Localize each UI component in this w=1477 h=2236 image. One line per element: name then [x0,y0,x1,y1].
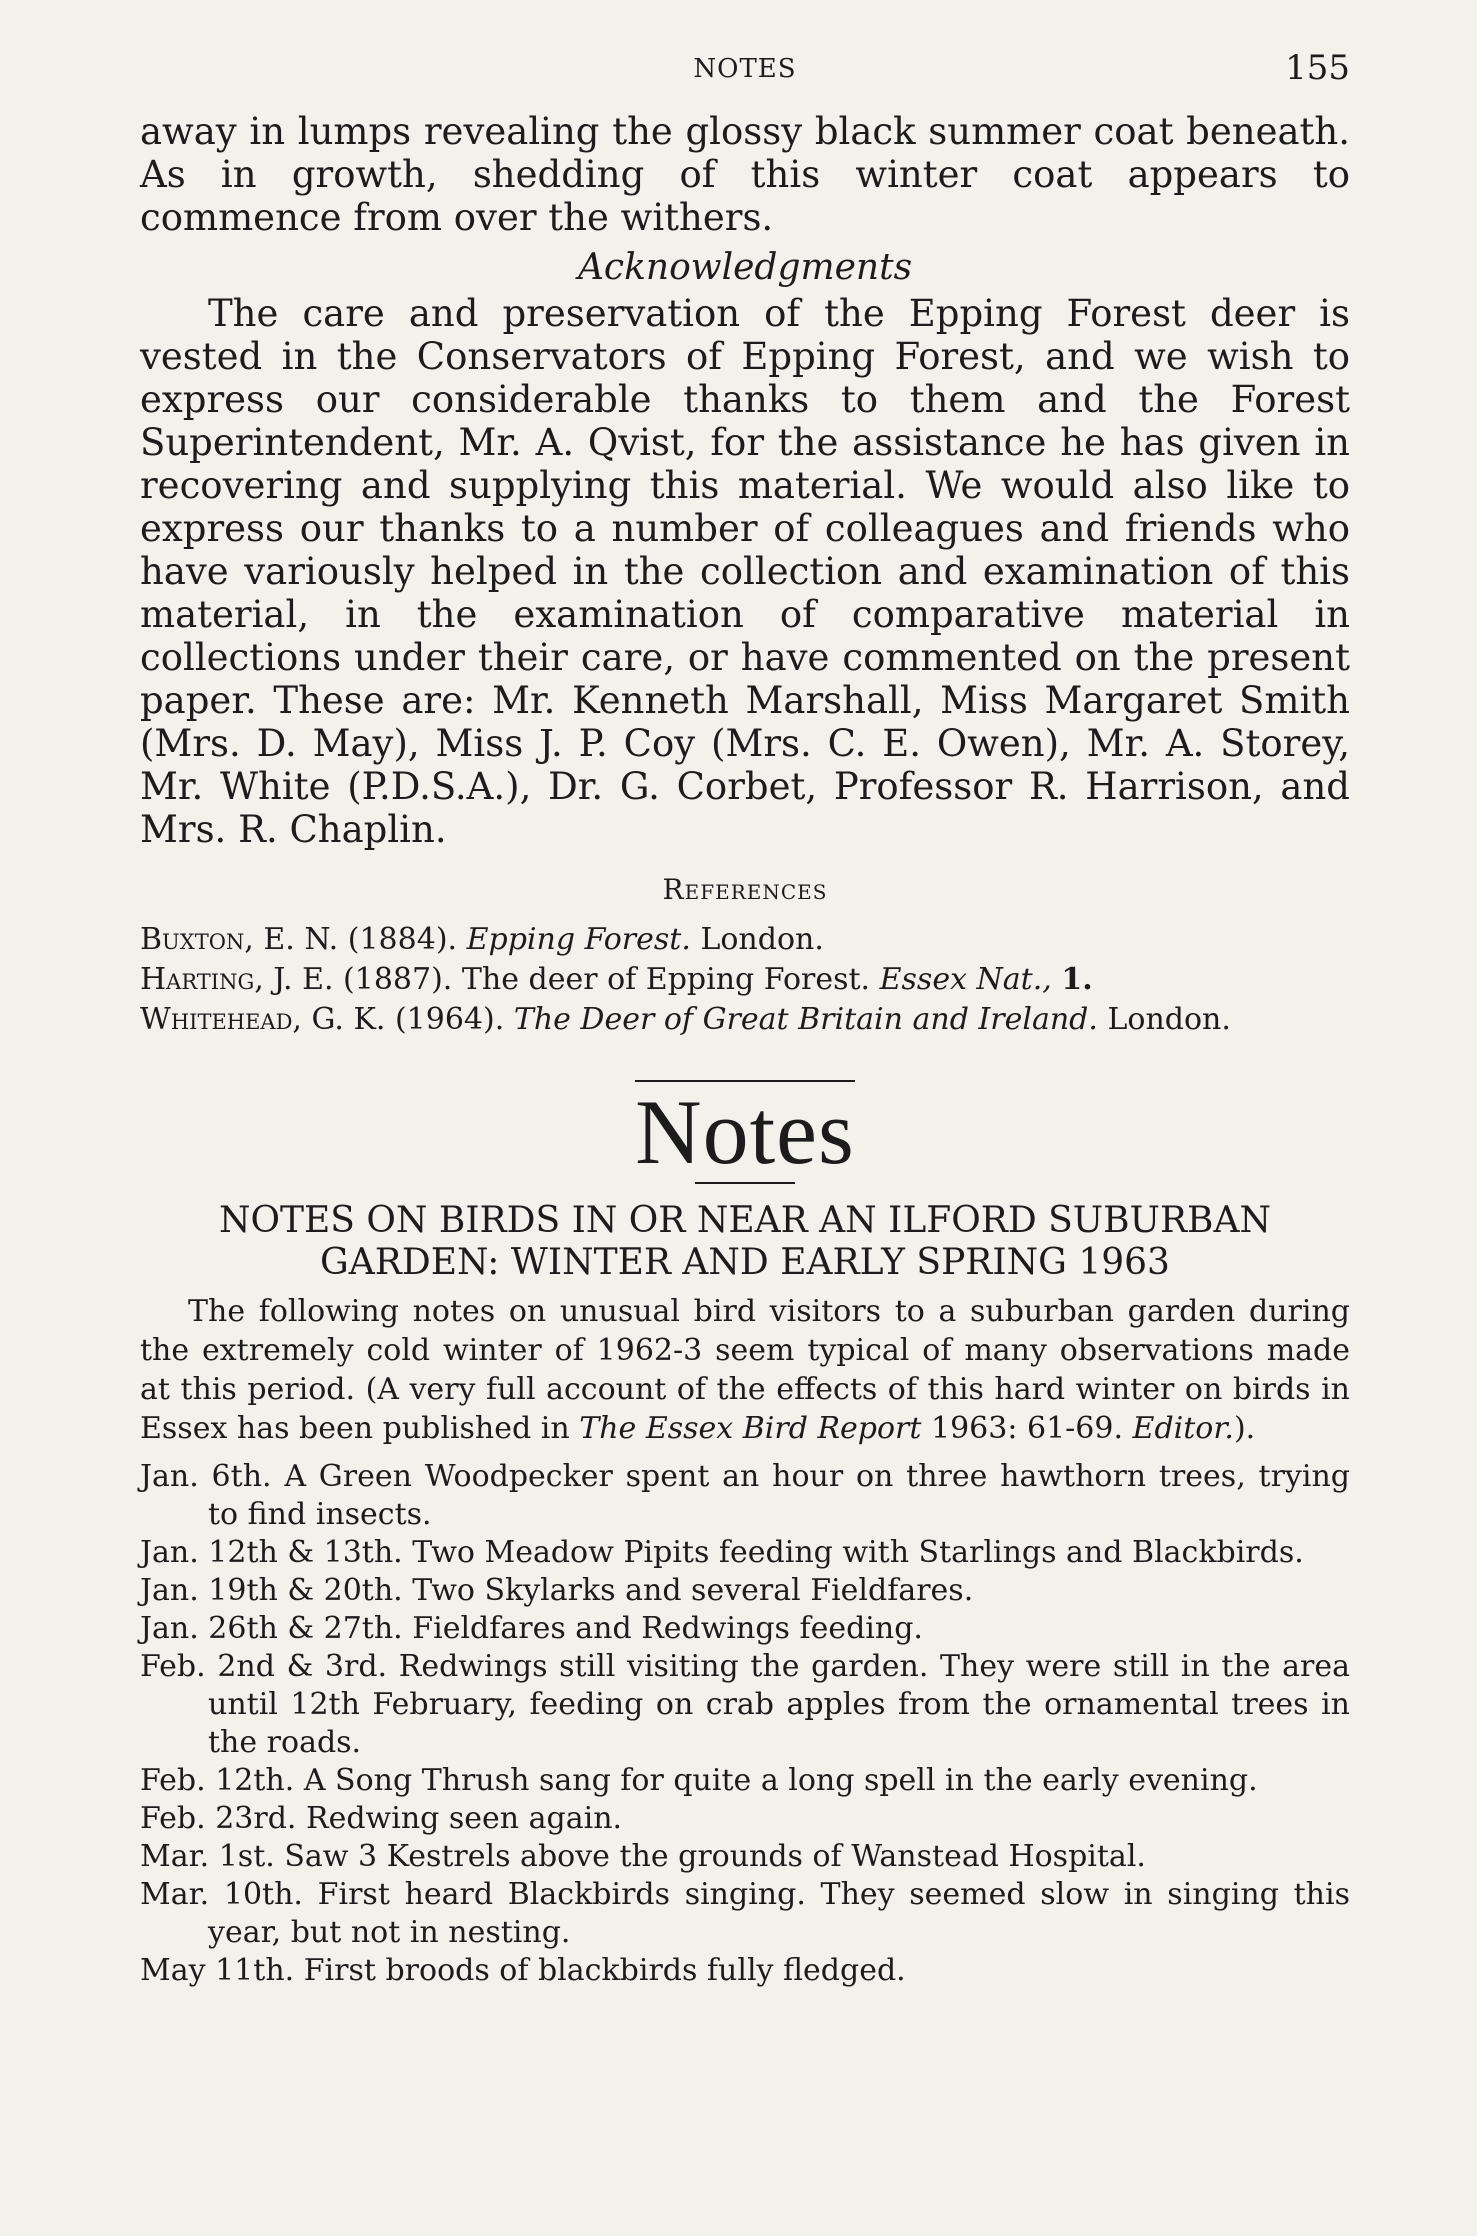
entry-text: A Song Thrush sang for quite a long spell in the early evening. [303,1763,1258,1798]
diary-entry [140,1648,1350,1762]
diary-entry [140,1458,1350,1534]
diary-entry [140,1800,1350,1838]
reference-journal: Essex Nat., [879,962,1052,997]
entry-text: First broods of blackbirds fully fledged. [303,1953,906,1988]
entry-date: Jan. 26th & 27th. [140,1611,403,1646]
article-title-line: NOTES ON BIRDS IN OR NEAR AN ILFORD SUBURBAN [219,1200,1271,1241]
entry-date: Feb. 23rd. [140,1801,297,1836]
diary-entry [140,1838,1350,1876]
diary-entry [140,1610,1350,1648]
entry-date: Mar. 1st. [140,1839,275,1874]
reference-year: (1884). [347,922,458,957]
reference-author: Harting, J. E. [140,962,334,997]
acknowledgments-heading: Acknowledgments [577,247,913,288]
entry-text: Two Skylarks and several Fieldfares. [412,1573,974,1608]
entry-date: May 11th. [140,1953,295,1988]
reference-rest: London. [1107,1002,1231,1037]
reference-year: (1887). [343,962,453,997]
reference-author: Whitehead, G. K. [140,1002,386,1037]
entry-date: Jan. 6th. [140,1459,272,1494]
article-title-line: GARDEN: WINTER AND EARLY SPRING 1963 [320,1242,1170,1283]
entry-text: Redwings still visiting the garden. They were still in the area until 12th February, feeding on crab apples from the ornamental trees in the roads. [208,1649,1350,1760]
page-number: 155 [1285,48,1350,88]
page-header [140,48,1350,88]
reference-title: The Deer of Great Britain and Ireland. [513,1002,1098,1037]
intro-text: The following notes on unusual bird visitors to a suburban garden during the extremely cold winter of 1962-3 seem typical of many observations made at this period. (A very full account of the effects of this hard winter on birds in Essex has been published in [140,1294,1350,1446]
intro-text: ). [1233,1411,1256,1446]
reference-item [140,960,1350,1000]
reference-title: Epping Forest. [466,922,691,957]
entry-text: Fieldfares and Redwings feeding. [412,1611,923,1646]
intro-text: 1963: 61-69. [921,1411,1133,1446]
entry-text: A Green Woodpecker spent an hour on three hawthorn trees, trying to find insects. [208,1459,1350,1532]
entry-date: Feb. 12th. [140,1763,295,1798]
notes-section-title: Notes [635,1081,855,1183]
entry-text: Redwing seen again. [306,1801,623,1836]
entry-date: Jan. 19th & 20th. [140,1573,403,1608]
reference-item [140,1000,1350,1040]
intro-journal: The Essex Bird Report [579,1411,922,1446]
entry-text: Two Meadow Pipits feeding with Starlings and Blackbirds. [412,1535,1304,1570]
reference-author: Buxton, E. N. [140,922,339,957]
diary-entry [140,1952,1350,1990]
intro-paragraph: away in lumps revealing the glossy black summer coat beneath. As in growth, shedding of this winter coat appears to commence from over the withers. [140,110,1350,239]
diary-entry [140,1534,1350,1572]
diary-entry [140,1762,1350,1800]
article-intro [140,1292,1350,1448]
entry-date: Mar. 10th. [140,1877,303,1912]
reference-rest: London. [700,922,824,957]
reference-volume: 1. [1061,962,1093,997]
article-title [140,1200,1350,1284]
intro-editor: Editor. [1132,1411,1234,1446]
content [140,110,1350,1990]
reference-item [140,920,1350,960]
diary-entry [140,1572,1350,1610]
running-head: NOTES [693,54,797,84]
acknowledgments-paragraph: The care and preservation of the Epping Forest deer is vested in the Conservators of Epping Forest, and we wish to express our considerable thanks to them and the Forest Superintendent, Mr. A. Qvist, for the assistance he has given in recovering and supplying this material. We would also like to express our thanks to a number of colleagues and friends who have variously helped in the collection and examination of this material, in the examination of comparative material in collections under their care, or have commented on the present paper. These are: Mr. Kenneth Marshall, Miss Margaret Smith (Mrs. D. May), Miss J. P. Coy (Mrs. C. E. Owen), Mr. A. Storey, Mr. White (P.D.S.A.), Dr. G. Corbet, Professor R. Harrison, and Mrs. R. Chaplin. [140,292,1350,851]
entry-text: First heard Blackbirds singing. They seemed slow in singing this year, but not in nesting. [208,1877,1350,1950]
entry-date: Feb. 2nd & 3rd. [140,1649,388,1684]
entry-date: Jan. 12th & 13th. [140,1535,403,1570]
entry-text: Saw 3 Kestrels above the grounds of Wanstead Hospital. [284,1839,1146,1874]
references-heading: References [662,873,828,906]
diary-entries [140,1458,1350,1990]
reference-title: The deer of Epping Forest. [461,962,871,997]
reference-year: (1964). [394,1002,505,1037]
diary-entry [140,1876,1350,1952]
